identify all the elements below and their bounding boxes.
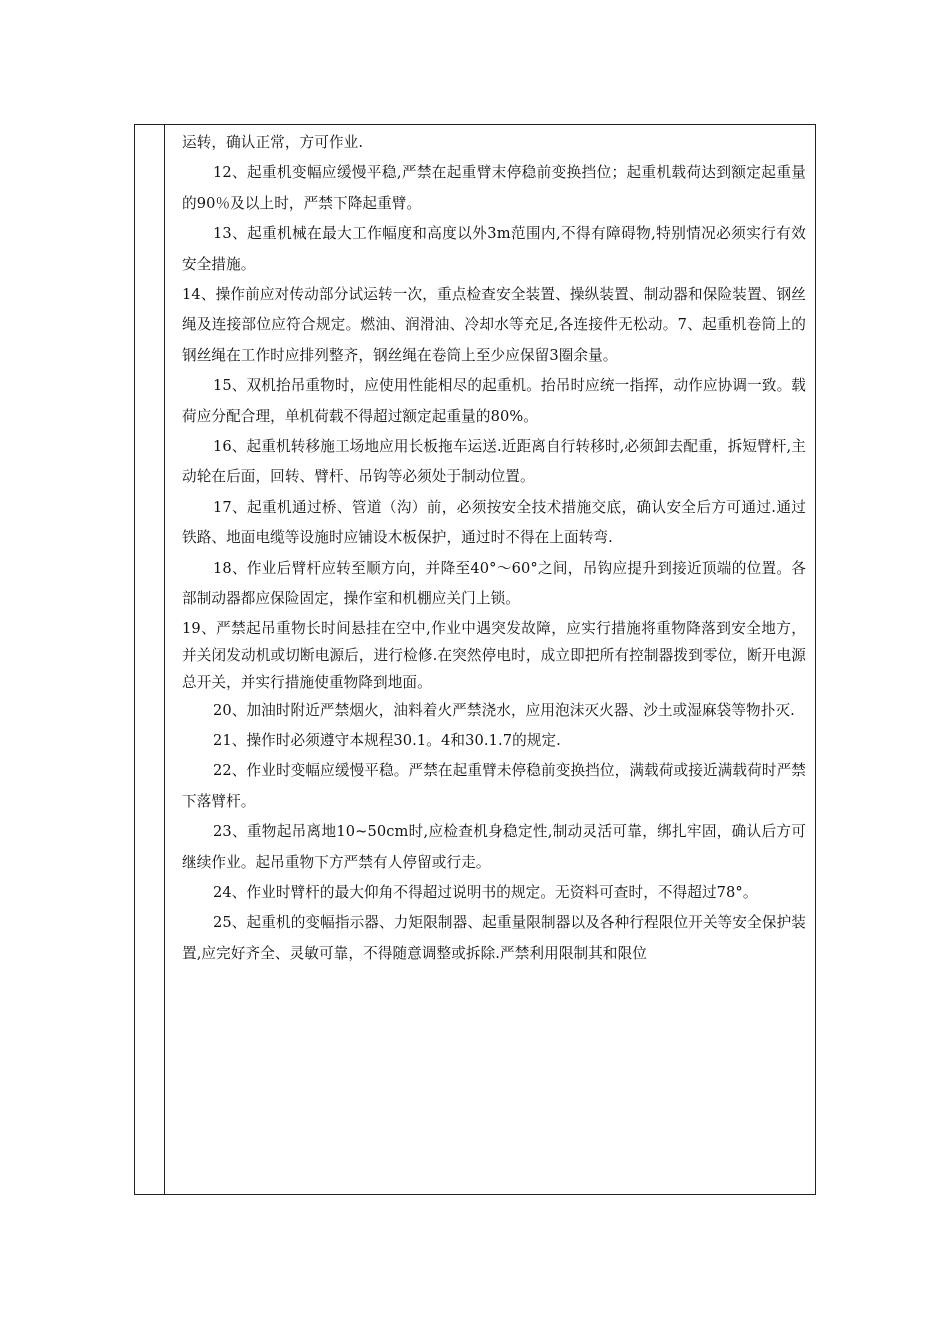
paragraph-continuation: 运转，确认正常，方可作业. — [182, 134, 364, 151]
paragraph-18: 18、作业后臂杆应转至顺方向，并降至40°～60°之间，吊钩应提升到接近顶端的位置。各部制动器都应保险固定，操作室和机棚应关门上锁。 — [182, 559, 806, 608]
text-cell — [182, 128, 806, 969]
paragraph-12: 12、起重机变幅应缓慢平稳,严禁在起重臂末停稳前变换挡位；起重机载荷达到额定起重量的90％及以上时，严禁下降起重臂。 — [182, 164, 806, 212]
paragraph-13: 13、起重机械在最大工作幅度和高度以外3m范围内,不得有障碍物,特别情况必须实行有效安全措施。 — [182, 225, 806, 273]
paragraph-25: 25、起重机的变幅指示器、力矩限制器、起重量限制器以及各种行程限位开关等安全保护装置,应完好齐全、灵敏可靠，不得随意调整或拆除.严禁利用限制其和限位 — [182, 914, 806, 962]
paragraph-19: 19、严禁起吊重物长时间悬挂在空中,作业中遇突发故障，应实行措施将重物降落到安全地方，并关闭发动机或切断电源后，进行检修.在突然停电时，成立即把所有控制器拨到零位，断开电源总开关，并实行措施使重物降到地面。 — [182, 619, 806, 691]
paragraph-21: 21、操作时必须遵守本规程30.1。4和30.1.7的规定. — [213, 731, 561, 749]
table-column-divider — [164, 124, 165, 1195]
paragraph-24: 24、作业时臂杆的最大仰角不得超过说明书的规定。无资料可查时，不得超过78°。 — [213, 883, 758, 901]
paragraph-16: 16、起重机转移施工场地应用长板拖车运送.近距离自行转移时,必须卸去配重，拆短臂杆,主动轮在后面，回转、臂杆、吊钩等必须处于制动位置。 — [182, 438, 806, 486]
paragraph-22: 22、作业时变幅应缓慢平稳。严禁在起重臂未停稳前变换挡位，满载荷或接近满载荷时严禁下落臂杆。 — [182, 762, 806, 810]
paragraph-15: 15、双机抬吊重物时，应使用性能相尽的起重机。抬吊时应统一指挥，动作应协调一致。载荷应分配合理，单机荷载不得超过额定起重量的80%。 — [182, 377, 806, 425]
paragraph-20: 20、加油时附近严禁烟火，油料着火严禁浇水，应用泡沫灭火器、沙土或湿麻袋等物扑灭. — [213, 701, 795, 719]
paragraph-14: 14、操作前应对传动部分试运转一次，重点检查安全装置、操纵装置、制动器和保险装置、钢丝绳及连接部位应符合规定。燃油、润滑油、冷却水等充足,各连接件无松动。7、起重机卷筒上的钢丝绳在工作时应排列整齐，钢丝绳在卷筒上至少应保留3圈余量。 — [182, 286, 806, 364]
paragraph-17: 17、起重机通过桥、管道（沟）前，必须按安全技术措施交底，确认安全后方可通过.通过铁路、地面电缆等设施时应铺设木板保护，通过时不得在上面转弯. — [182, 498, 806, 547]
paragraph-23: 23、重物起吊离地10~50cm时,应检查机身稳定性,制动灵活可靠，绑扎牢固，确认后方可继续作业。起吊重物下方严禁有人停留或行走。 — [182, 823, 806, 871]
